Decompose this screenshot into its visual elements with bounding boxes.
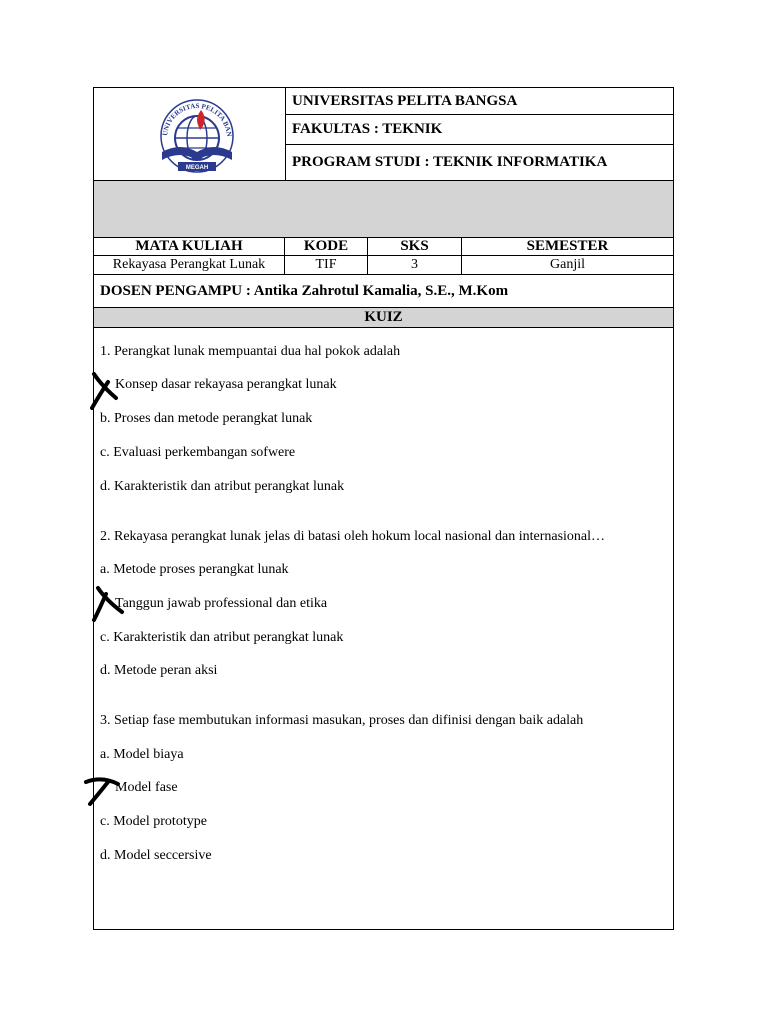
value-course: Rekayasa Perangkat Lunak <box>94 256 285 274</box>
question-3-option-d: d. Model seccersive <box>100 848 212 863</box>
university-logo-cell <box>94 88 286 180</box>
grey-band <box>94 180 673 238</box>
answer-mark-icon <box>86 370 120 412</box>
answer-mark-icon <box>86 584 126 624</box>
header-semester: SEMESTER <box>526 238 609 254</box>
value-semester: Ganjil <box>550 257 585 272</box>
value-code: TIF <box>285 256 368 274</box>
university-logo <box>94 88 286 180</box>
question-3: 3. Setiap fase membutukan informasi masukan, proses dan difinisi dengan baik adalah <box>100 713 584 728</box>
question-3-option-a: a. Model biaya <box>100 747 184 762</box>
logo-band-text: MEGAH <box>185 165 209 171</box>
header-credits: SKS <box>368 238 462 255</box>
value-credits: 3 <box>368 256 462 274</box>
question-1-option-d: d. Karakteristik dan atribut perangkat lunak <box>100 479 345 494</box>
question-1: 1. Perangkat lunak mempuantai dua hal pokok adalah <box>100 344 401 359</box>
study-program: PROGRAM STUDI : TEKNIK INFORMATIKA <box>292 154 608 170</box>
university-name: UNIVERSITAS PELITA BANGSA <box>286 88 673 115</box>
course-table-values <box>94 256 673 275</box>
question-1-option-c: c. Evaluasi perkembangan sofwere <box>100 445 296 460</box>
lecturer-line: DOSEN PENGAMPU : Antika Zahrotul Kamalia, S.E., M.Kom <box>94 275 673 308</box>
question-2: 2. Rekayasa perangkat lunak jelas di batasi oleh hokum local nasional dan internasional… <box>100 529 606 544</box>
section-title: KUIZ <box>94 308 673 328</box>
question-1-option-b: b. Proses dan metode perangkat lunak <box>100 411 313 426</box>
question-1-option-a: Konsep dasar rekayasa perangkat lunak <box>115 377 337 392</box>
question-2-option-c: c. Karakteristik dan atribut perangkat lunak <box>100 630 344 645</box>
question-2-option-b: Tanggun jawab professional dan etika <box>115 596 328 611</box>
header-code: KODE <box>285 238 368 255</box>
question-2-option-d: d. Metode peran aksi <box>100 663 218 678</box>
logo-arc-text: UNIVERSITAS PELITA BAN <box>161 101 234 138</box>
quiz-sheet <box>93 87 674 930</box>
question-3-option-b: Model fase <box>115 780 178 795</box>
course-table-header <box>94 238 673 256</box>
answer-mark-icon <box>82 774 124 808</box>
faculty-name: FAKULTAS : TEKNIK <box>286 115 673 145</box>
header-course: MATA KULIAH <box>94 238 285 255</box>
question-3-option-c: c. Model prototype <box>100 814 207 829</box>
question-2-option-a: a. Metode proses perangkat lunak <box>100 562 289 577</box>
